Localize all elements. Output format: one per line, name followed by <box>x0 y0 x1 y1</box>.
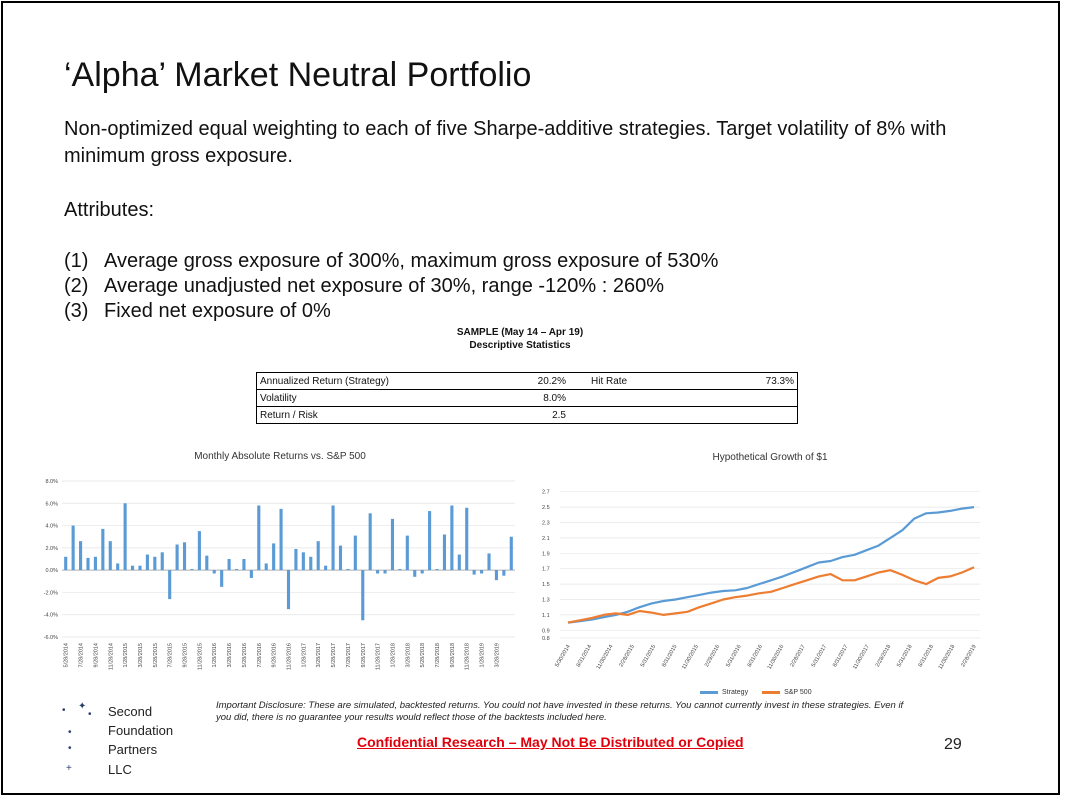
legend-item-strategy: Strategy <box>700 689 748 696</box>
bar <box>64 557 67 570</box>
bar-y-tick-label: 6.0% <box>45 501 58 508</box>
line-x-tick-label: 8/31/2018 <box>917 644 935 669</box>
page-number: 29 <box>944 736 962 753</box>
bar <box>465 508 468 570</box>
bar <box>324 566 327 570</box>
bar <box>72 526 75 571</box>
bar-x-tick-label: 9/28/2017 <box>360 643 367 668</box>
bar <box>443 534 446 570</box>
bar <box>198 531 201 570</box>
attributes-heading: Attributes: <box>64 199 155 221</box>
line-x-tick-label: 2/28/2015 <box>618 644 636 669</box>
bar-y-tick-label: -2.0% <box>43 590 58 597</box>
stats-label: Return / Risk <box>257 407 514 424</box>
logo-word: Second <box>108 704 153 719</box>
bar <box>109 541 112 570</box>
bar <box>369 513 372 570</box>
legend-item-sp500: S&P 500 <box>762 689 812 696</box>
line-x-tick-label: 11/30/2018 <box>937 644 957 671</box>
bar <box>435 569 438 570</box>
bar-x-tick-label: 1/28/2018 <box>390 643 397 668</box>
bar-x-tick-label: 9/28/2014 <box>93 643 100 668</box>
bar <box>398 569 401 570</box>
bar <box>458 555 461 571</box>
stats-heading-sample: SAMPLE (May 14 – Apr 19) <box>456 327 584 338</box>
bar-x-tick-label: 3/28/2015 <box>137 643 144 668</box>
slide-title: ‘Alpha’ Market Neutral Portfolio <box>64 56 532 94</box>
stats-heading-descriptive: Descriptive Statistics <box>469 340 571 351</box>
bar <box>146 555 149 571</box>
bar-x-tick-label: 1/28/2019 <box>479 643 486 668</box>
bar <box>473 570 476 574</box>
line-y-tick-label: 1.9 <box>542 551 550 558</box>
bar <box>235 569 238 570</box>
line-y-tick-label: 1.5 <box>542 582 550 589</box>
bar-x-tick-label: 7/28/2016 <box>256 643 263 668</box>
line-y-tick-label: 2.5 <box>542 505 550 512</box>
line-y-tick-label: 1.1 <box>542 612 550 619</box>
logo-word: Partners <box>108 742 158 757</box>
bar-x-tick-label: 11/28/2017 <box>375 643 382 671</box>
line-x-tick-label: 11/30/2014 <box>595 644 615 671</box>
stats-value-2: 73.3% <box>765 375 794 387</box>
bar <box>153 557 156 570</box>
bar <box>339 546 342 571</box>
bar <box>406 536 409 571</box>
bar <box>510 537 513 570</box>
bar-x-tick-label: 7/28/2017 <box>345 643 352 668</box>
bar-y-tick-label: 2.0% <box>45 545 58 552</box>
bar <box>79 541 82 570</box>
bar <box>495 570 498 580</box>
bar <box>242 559 245 570</box>
line-y-tick-label: 2.7 <box>542 489 550 496</box>
bar-y-tick-label: 4.0% <box>45 523 58 530</box>
bar <box>161 552 164 570</box>
bar <box>183 542 186 570</box>
bar-x-tick-label: 5/28/2018 <box>420 643 427 668</box>
bar-x-tick-label: 9/28/2016 <box>271 643 278 668</box>
confidential-notice: Confidential Research – May Not Be Distributed or Copied <box>357 734 744 750</box>
bar-x-tick-label: 11/28/2016 <box>286 643 293 671</box>
line-chart-title: Hypothetical Growth of $1 <box>712 452 828 463</box>
bar <box>376 570 379 573</box>
bar <box>450 506 453 571</box>
bar <box>346 569 349 570</box>
bar <box>190 569 193 570</box>
bar <box>257 506 260 571</box>
line-y-tick-label: 0.8 <box>542 636 550 642</box>
line-x-tick-label: 5/31/2015 <box>639 644 658 669</box>
stats-label: Volatility <box>257 390 514 407</box>
logo-dot: • <box>68 727 72 738</box>
bar-y-tick-label: 0.0% <box>45 568 58 575</box>
line-x-tick-label: 5/31/2016 <box>725 644 743 669</box>
bar-x-tick-label: 5/28/2016 <box>241 643 248 668</box>
bar-x-tick-label: 11/28/2018 <box>464 643 471 671</box>
bar-x-tick-label: 11/28/2014 <box>108 643 115 671</box>
bar <box>213 570 216 573</box>
bar <box>487 553 490 570</box>
bar-x-tick-label: 5/28/2017 <box>331 643 338 668</box>
company-logo <box>60 702 200 782</box>
logo-word: LLC <box>108 762 132 777</box>
bar <box>116 563 119 570</box>
stats-value: 20.2% <box>537 375 566 387</box>
line-y-tick-label: 2.3 <box>542 520 550 527</box>
bar <box>317 541 320 570</box>
logo-dot: ✦ <box>78 701 87 712</box>
line-x-tick-label: 8/31/2016 <box>746 644 765 669</box>
stats-label-2: Hit Rate <box>591 375 628 387</box>
bar-x-tick-label: 1/28/2017 <box>301 643 308 668</box>
bar <box>421 570 424 573</box>
bar <box>302 552 305 570</box>
bar-x-tick-label: 1/28/2016 <box>212 643 219 668</box>
bar <box>124 503 127 570</box>
line-y-tick-label: 2.1 <box>542 535 550 542</box>
intro-text: Non-optimized equal weighting to each of five Sharpe-additive strategies. Target volatility of 8% with minimum gross exposure. <box>64 118 947 167</box>
legend-swatch <box>762 691 780 694</box>
bar <box>361 570 364 620</box>
bar <box>309 557 312 570</box>
bar-chart-title: Monthly Absolute Returns vs. S&P 500 <box>194 451 366 462</box>
line-x-tick-label: 2/28/2019 <box>960 644 978 669</box>
stats-value: 8.0% <box>513 390 569 407</box>
line-x-tick-label: 8/31/2017 <box>832 644 850 669</box>
bar <box>205 556 208 570</box>
bar <box>272 543 275 570</box>
line-x-tick-label: 11/30/2016 <box>766 644 786 671</box>
bar-x-tick-label: 7/28/2015 <box>167 643 174 668</box>
line-y-tick-label: 1.3 <box>542 597 550 604</box>
bar <box>280 509 283 570</box>
bar <box>354 536 357 571</box>
line-chart-legend <box>700 689 812 696</box>
bar-x-tick-label: 3/28/2016 <box>227 643 234 668</box>
bar-x-tick-label: 1/28/2015 <box>123 643 130 668</box>
line-x-tick-label: 5/30/2014 <box>554 644 572 669</box>
line-x-tick-label: 2/29/2016 <box>703 644 722 669</box>
bar-y-tick-label: 8.0% <box>45 479 58 485</box>
bar <box>287 570 290 609</box>
bar <box>101 529 104 570</box>
stats-value: 2.5 <box>513 407 569 424</box>
bar <box>138 566 141 570</box>
logo-dot: • <box>88 709 92 720</box>
disclosure-text: Important Disclosure: These are simulated, backtested returns. You could not have invested in these returns. You cannot currently invest in these strategies. Even if you did, there is no guarantee your results would reflect those of the backtests included here. <box>216 700 904 723</box>
line-x-tick-label: 8/31/2015 <box>661 644 679 669</box>
line-x-tick-label: 11/30/2017 <box>852 644 871 671</box>
bar <box>86 558 89 570</box>
bar <box>250 570 253 578</box>
bar-y-tick-label: -6.0% <box>43 635 58 641</box>
attribute-item: (1) Average gross exposure of 300%, maximum gross exposure of 530% <box>64 250 719 272</box>
bar-x-tick-label: 3/28/2017 <box>316 643 323 668</box>
bar <box>383 570 386 573</box>
stats-label: Annualized Return (Strategy) <box>260 375 389 387</box>
attribute-item: (3) Fixed net exposure of 0% <box>64 300 331 322</box>
bar <box>265 563 268 570</box>
line-x-tick-label: 2/28/2017 <box>789 644 807 669</box>
bar-x-tick-label: 7/28/2018 <box>435 643 442 668</box>
logo-dot: • <box>68 743 72 754</box>
bar <box>228 559 231 570</box>
bar <box>502 570 505 576</box>
strategy-series-line <box>568 507 974 622</box>
bar <box>168 570 171 599</box>
bar-x-tick-label: 11/28/2015 <box>197 643 204 671</box>
line-x-tick-label: 5/31/2018 <box>896 644 914 669</box>
bar-x-tick-label: 5/28/2015 <box>152 643 159 668</box>
bar <box>220 570 223 587</box>
line-y-tick-label: 0.9 <box>542 628 550 635</box>
line-x-tick-label: 5/31/2017 <box>810 644 829 669</box>
sp500-series-line <box>568 567 974 622</box>
bar-x-tick-label: 9/28/2015 <box>182 643 189 668</box>
bar-x-tick-label: 7/28/2014 <box>78 643 85 668</box>
bar-y-tick-label: -4.0% <box>43 612 58 619</box>
line-x-tick-label: 8/31/2014 <box>575 644 594 669</box>
logo-dot: • <box>62 705 66 716</box>
bar <box>94 557 97 570</box>
bar <box>480 570 483 573</box>
bar-x-tick-label: 9/28/2018 <box>449 643 456 668</box>
bar-x-tick-label: 3/28/2019 <box>494 643 501 668</box>
bar <box>331 506 334 571</box>
attribute-item: (2) Average unadjusted net exposure of 30%, range -120% : 260% <box>64 275 665 297</box>
line-y-tick-label: 1.7 <box>542 566 550 573</box>
bar <box>413 570 416 577</box>
line-x-tick-label: 2/28/2018 <box>874 644 893 669</box>
line-x-tick-label: 11/30/2015 <box>681 644 700 671</box>
bar-x-tick-label: 3/28/2018 <box>405 643 412 668</box>
legend-swatch <box>700 691 718 694</box>
bar <box>294 549 297 570</box>
bar-x-tick-label: 5/28/2014 <box>63 643 70 668</box>
bar <box>391 519 394 570</box>
logo-word: Foundation <box>108 723 174 738</box>
bar <box>428 511 431 570</box>
bar <box>176 545 179 571</box>
bar <box>131 566 134 570</box>
logo-dot: + <box>66 763 72 774</box>
